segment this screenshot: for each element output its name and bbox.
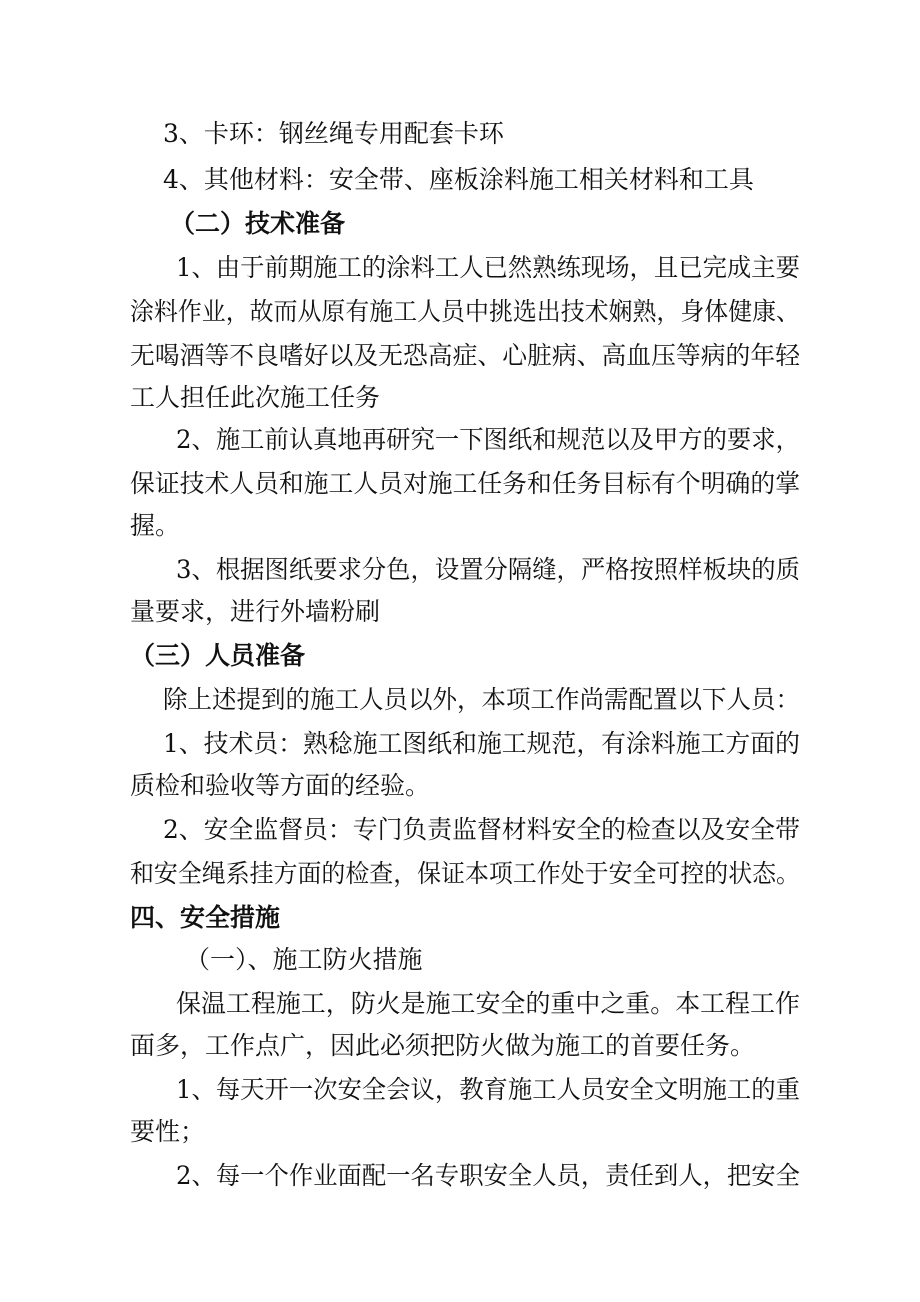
paragraph-line: 面多，工作点广，因此必须把防火做为施工的首要任务。 [130,1031,756,1060]
subsection-heading: （一）、施工防火措施 [185,945,423,974]
paragraph-line: 工人担任此次施工任务 [130,383,381,412]
section-heading: 四、安全措施 [130,903,281,932]
paragraph-line: 无喝酒等不良嗜好以及无恐高症、心脏病、高血压等病的年轻 [130,341,801,370]
section-heading: （三）人员准备 [130,641,306,670]
paragraph-line: 2、施工前认真地再研究一下图纸和规范以及甲方的要求， [176,425,800,454]
paragraph-line: 2、安全监督员：专门负责监督材料安全的检查以及安全带 [163,815,800,844]
paragraph-line: 握。 [130,511,181,540]
paragraph-line: 除上述提到的施工人员以外，本项工作尚需配置以下人员： [163,685,801,714]
paragraph-line: 1、每天开一次安全会议，教育施工人员安全文明施工的重 [176,1075,800,1104]
paragraph-line: 和安全绳系挂方面的检查，保证本项工作处于安全可控的状态。 [130,859,800,888]
paragraph-line: 要性； [130,1117,206,1146]
paragraph-line: 4、其他材料：安全带、座板涂料施工相关材料和工具 [163,165,754,194]
section-heading: （二）技术准备 [170,209,346,238]
paragraph-line: 质检和验收等方面的经验。 [130,771,431,800]
paragraph-line: 量要求，进行外墙粉刷 [130,597,381,626]
paragraph-line: 3、卡环：钢丝绳专用配套卡环 [163,119,504,148]
paragraph-line: 1、技术员：熟稔施工图纸和施工规范，有涂料施工方面的 [163,729,800,758]
paragraph-line: 3、根据图纸要求分色，设置分隔缝，严格按照样板块的质 [176,555,800,584]
paragraph-line: 2、每一个作业面配一名专职安全人员，责任到人，把安全 [176,1161,800,1190]
paragraph-line: 保温工程施工，防火是施工安全的重中之重。本工程工作 [176,989,801,1018]
paragraph-line: 保证技术人员和施工人员对施工任务和任务目标有个明确的掌 [130,469,801,498]
paragraph-line: 涂料作业，故而从原有施工人员中挑选出技术娴熟，身体健康、 [130,297,800,326]
paragraph-line: 1、由于前期施工的涂料工人已然熟练现场，且已完成主要 [176,253,800,282]
